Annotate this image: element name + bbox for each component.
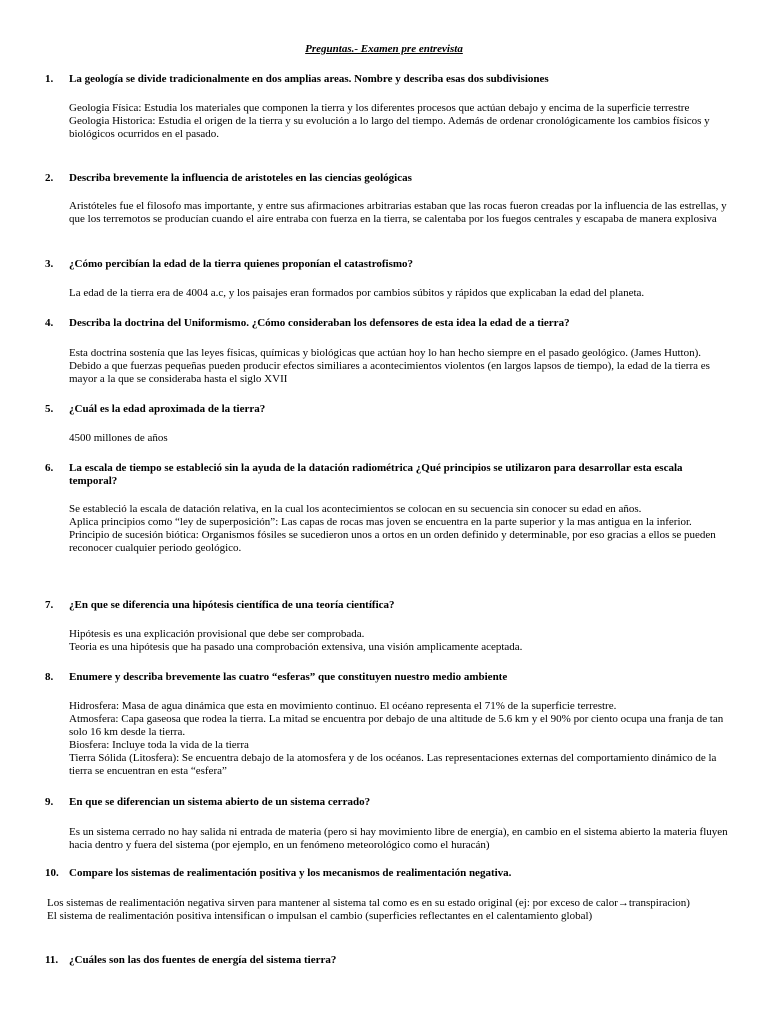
question-text: En que se diferencian un sistema abierto de un sistema cerrado? — [69, 796, 371, 808]
answer-paragraph: Esta doctrina sostenía que las leyes físicas, químicas y biológicas que actúan hoy lo han hecho siempre en el pasado geológico. (James Hutton). Debido a que fuerzas pequeñas pueden producir efectos similiares a acontecimientos violentos (en largos lapsos de tiempo), la edad de la tierra es mayor a la que se consideraba hasta el siglo XVII — [69, 347, 710, 385]
answer-paragraph: Se estableció la escala de datación relativa, en la cual los acontecimientos se colocan en su secuencia sin conocer su edad en años. — [69, 503, 642, 515]
question-text: Compare los sistemas de realimentación positiva y los mecanismos de realimentación negativa. — [69, 867, 512, 879]
answer-paragraph: La edad de la tierra era de 4004 a.c, y los paisajes eran formados por cambios súbitos y rápidos que explicaban la edad del planeta. — [69, 287, 645, 299]
answer-paragraph: Geologia Historica: Estudia el origen de la tierra y su evolución a lo largo del tiempo. Además de ordenar cronológicamente los cambios físicos y biológicos ocurridos en el pasado. — [69, 115, 710, 140]
question-text: Describa brevemente la influencia de aristoteles en las ciencias geológicas — [69, 172, 412, 184]
question-text: ¿Cómo percibían la edad de la tierra quienes proponían el catastrofismo? — [69, 258, 414, 270]
answer-paragraph: Hidrosfera: Masa de agua dinámica que esta en movimiento continuo. El océano representa el 71% de la superficie terrestre. — [69, 700, 617, 712]
answer-2 — [69, 200, 729, 226]
question-number: 5. — [45, 403, 54, 415]
answer-paragraph: Hipótesis es una explicación provisional que debe ser comprobada. — [69, 628, 365, 640]
document-title: Preguntas.- Examen pre entrevista — [305, 43, 463, 55]
answer-1 — [69, 102, 729, 141]
question-text: La geología se divide tradicionalmente en dos amplias areas. Nombre y describa esas dos subdivisiones — [69, 73, 549, 85]
answer-paragraph: Atmosfera: Capa gaseosa que rodea la tierra. La mitad se encuentra por debajo de una altitude de 5.6 km y el 90% por ciento ocupa una franja de tan solo 16 km desde la tierra. — [69, 713, 724, 738]
answer-6 — [69, 503, 729, 555]
answer-paragraph: Los sistemas de realimentación negativa sirven para mantener al sistema tal como es en su estado original (ej: por exceso de calor→transpiracion) — [47, 897, 690, 909]
answer-paragraph: 4500 millones de años — [69, 432, 168, 444]
question-text: Enumere y describa brevemente las cuatro “esferas” que constituyen nuestro medio ambiente — [69, 671, 508, 683]
question-number: 10. — [45, 867, 59, 879]
question-text: La escala de tiempo se estableció sin la ayuda de la datación radiométrica ¿Qué principios se utilizaron para desarrollar esta escala temporal? — [69, 462, 683, 487]
question-text: ¿Cuáles son las dos fuentes de energía del sistema tierra? — [69, 954, 337, 966]
answer-paragraph: Geologia Física: Estudia los materiales que componen la tierra y los diferentes procesos que actúan debajo y encima de la superficie terrestre — [69, 102, 690, 114]
answer-5 — [69, 432, 729, 445]
answer-paragraph: Principio de sucesión biótica: Organismos fósiles se sucedieron unos a ortos en un orden definido y determinable, por eso gracias a ellos se pueden reconocer cualquier periodo geológico. — [69, 529, 716, 554]
answer-paragraph: Aristóteles fue el filosofo mas importante, y entre sus afirmaciones arbitrarias estaban que las rocas fueron creadas por la influencia de las estrellas, y que los terremotos se producían cuando el aire entraba con fuerza en la tierra, se calentaba por los fuegos centrales y escapaba de manera explosiva — [69, 200, 727, 225]
answer-7 — [69, 628, 729, 654]
question-number: 8. — [45, 671, 54, 683]
question-number: 2. — [45, 172, 54, 184]
question-number: 11. — [45, 954, 59, 966]
question-number: 9. — [45, 796, 54, 808]
answer-8 — [69, 700, 729, 778]
answer-9 — [69, 826, 729, 852]
question-number: 7. — [45, 599, 54, 611]
question-text: ¿En que se diferencia una hipótesis científica de una teoría científica? — [69, 599, 395, 611]
answer-paragraph: Aplica principios como “ley de superposición”: Las capas de rocas mas joven se encuentra en la parte superior y la mas antigua en la inferior. — [69, 516, 692, 528]
question-number: 1. — [45, 73, 54, 85]
answer-3 — [69, 287, 729, 300]
answer-4 — [69, 347, 729, 386]
question-number: 4. — [45, 317, 54, 329]
answer-10 — [47, 897, 727, 923]
answer-paragraph: Tierra Sólida (Litosfera): Se encuentra debajo de la atomosfera y de los océanos. Las representaciones externas del comportamiento dinámico de la tierra se encuentran en esta “esfera” — [69, 752, 717, 777]
answer-paragraph: Biosfera: Incluye toda la vida de la tierra — [69, 739, 249, 751]
question-number: 3. — [45, 258, 54, 270]
question-text: ¿Cuál es la edad aproximada de la tierra? — [69, 403, 266, 415]
answer-paragraph: Es un sistema cerrado no hay salida ni entrada de materia (pero si hay movimiento libre de energía), en cambio en el sistema abierto la materia fluyen hacia dentro y fuera del sistema (por ejemplo, en un fenómeno meteorológico como el huracán) — [69, 826, 728, 851]
question-number: 6. — [45, 462, 54, 474]
answer-paragraph: Teoria es una hipótesis que ha pasado una comprobación extensiva, una visión amplicamente aceptada. — [69, 641, 523, 653]
answer-paragraph: El sistema de realimentación positiva intensifican o impulsan el cambio (superficies reflectantes en el calentamiento global) — [47, 910, 593, 922]
question-text: Describa la doctrina del Uniformismo. ¿Cómo consideraban los defensores de esta idea la edad de a tierra? — [69, 317, 570, 329]
